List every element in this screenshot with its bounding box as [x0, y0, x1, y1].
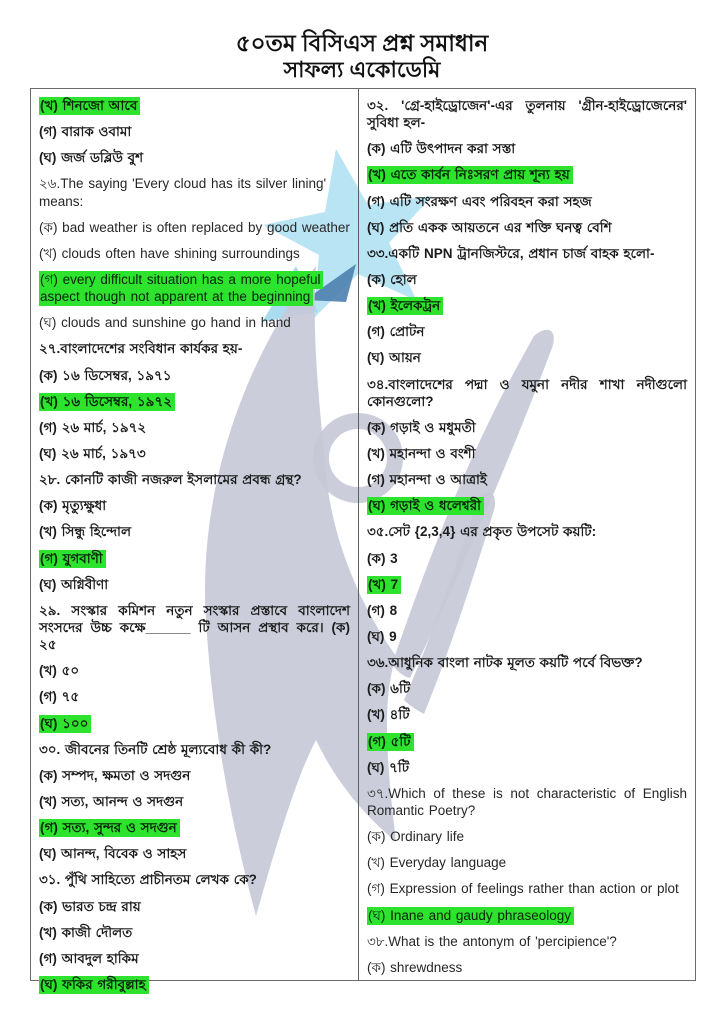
text-span: ৩৩.একটি NPN ট্রানজিস্টরে, প্রধান চার্জ বাহক হলো- — [367, 245, 655, 261]
question-text — [39, 175, 350, 209]
text-span: ৩১. পুঁথি সাহিত্যে প্রাচীনতম লেখক কে? — [39, 872, 257, 888]
text-span: (গ) বারাক ওবামা — [39, 124, 132, 140]
text-span: ৩৫.সেট {2,3,4} এর প্রকৃত উপসেট কয়টি: — [367, 524, 597, 540]
text-span: (ক) ভারত চন্দ্র রায় — [39, 898, 141, 914]
text-span: (ঘ) জর্জ ডব্লিউ বুশ — [39, 150, 144, 166]
option-text — [39, 367, 350, 384]
option-text — [367, 349, 687, 366]
option-text — [367, 219, 687, 236]
text-span: (ক) shrewdness — [367, 959, 463, 975]
option-text — [39, 523, 350, 540]
text-span: (খ) সত্য, আনন্দ ও সদগুন — [39, 793, 184, 809]
text-span: (গ) এটি সংরক্ষণ এবং পরিবহন করা সহজ — [367, 193, 592, 209]
option-text — [367, 680, 687, 697]
question-text — [39, 471, 350, 488]
option-text — [367, 140, 687, 157]
text-span: (ক) গড়াই ও মধুমতী — [367, 419, 476, 435]
option-text — [39, 688, 350, 705]
question-text — [39, 741, 350, 758]
text-span: ৩৮.What is the antonym of 'percipience'? — [367, 933, 617, 949]
question-text — [367, 245, 687, 262]
correct-answer-highlight: (খ) শিনজো আবে — [39, 97, 140, 115]
text-span: (গ) আবদুল হাকিম — [39, 950, 139, 966]
option-text — [39, 149, 350, 166]
text-span: (ক) সম্পদ, ক্ষমতা ও সদগুন — [39, 767, 191, 783]
option-text — [367, 193, 687, 210]
text-span: (খ) কাজী দৌলত — [39, 924, 133, 940]
correct-answer-highlight: (ঘ) ১০০ — [39, 715, 91, 733]
answer-highlighted — [367, 907, 687, 924]
right-column — [359, 89, 695, 980]
text-span: (গ) প্রোটন — [367, 324, 425, 340]
text-span: ৩৪.বাংলাদেশের পদ্মা ও যমুনা নদীর শাখা নদীগুলো কোনগুলো? — [367, 376, 687, 409]
option-text — [39, 245, 350, 262]
answer-highlighted — [39, 393, 350, 410]
option-text — [39, 497, 350, 514]
option-text — [39, 219, 350, 236]
option-text — [367, 759, 687, 776]
answer-highlighted — [367, 297, 687, 314]
answer-highlighted — [367, 497, 687, 514]
question-text — [367, 376, 687, 410]
text-span: ৩০. জীবনের তিনটি শ্রেষ্ঠ মূল্যবোধ কী কী? — [39, 741, 272, 757]
option-text — [367, 323, 687, 340]
option-text — [39, 924, 350, 941]
question-text — [39, 871, 350, 888]
question-text — [367, 97, 687, 131]
text-span: (ঘ) প্রতি একক আয়তনে এর শক্তি ঘনত্ব বেশি — [367, 219, 612, 235]
page-header — [0, 30, 724, 83]
option-text — [367, 271, 687, 288]
text-span: (ক) bad weather is often replaced by good weather — [39, 219, 350, 235]
option-text — [39, 845, 350, 862]
correct-answer-highlight: (গ) every difficult situation has a more hopeful aspect though not apparent at the beginning — [39, 271, 323, 306]
option-text — [39, 314, 350, 331]
question-text — [367, 933, 687, 950]
page-subtitle: সাফল্য একোডেমি — [283, 57, 441, 83]
question-text — [367, 523, 687, 540]
text-span: (ঘ) clouds and sunshine go hand in hand — [39, 315, 291, 331]
option-text — [367, 828, 687, 845]
option-text — [39, 576, 350, 593]
text-span: (ঘ) 9 — [367, 628, 397, 644]
correct-answer-highlight: (খ) এতে কার্বন নিঃসরণ প্রায় শূন্য হয় — [367, 166, 573, 184]
option-text — [367, 445, 687, 462]
option-text — [39, 767, 350, 784]
question-text — [39, 340, 350, 357]
text-span: (ক) হোল — [367, 271, 417, 287]
option-text — [39, 445, 350, 462]
option-text — [367, 550, 687, 567]
correct-answer-highlight: (ঘ) ফকির গরীবুল্লাহ — [39, 976, 149, 994]
correct-answer-highlight: (গ) যুগবাণী — [39, 550, 106, 568]
text-span: (খ) ৪টি — [367, 707, 410, 723]
option-text — [367, 880, 687, 897]
option-text — [39, 419, 350, 436]
text-span: (ঘ) আয়ন — [367, 350, 421, 366]
correct-answer-highlight: (গ) ৫টি — [367, 733, 414, 751]
text-span: ২৮. কোনটি কাজী নজরুল ইসলামের প্রবন্ধ গ্রন্থ? — [39, 472, 302, 488]
answer-highlighted — [367, 733, 687, 750]
text-span: (খ) ৫০ — [39, 663, 80, 679]
page-title: ৫০তম বিসিএস প্রশ্ন সমাধান — [235, 30, 489, 56]
option-text — [367, 471, 687, 488]
correct-answer-highlight: (খ) ১৬ ডিসেম্বর, ১৯৭২ — [39, 393, 175, 411]
text-span: (খ) সিন্ধু হিন্দোল — [39, 524, 132, 540]
answer-highlighted — [367, 576, 687, 593]
text-span: ২৬.The saying 'Every cloud has its silver lining' means: — [39, 176, 327, 209]
left-column — [31, 89, 359, 992]
text-span: ৩৭.Which of these is not characteristic of English Romantic Poetry? — [367, 785, 687, 818]
answer-highlighted — [39, 819, 350, 836]
correct-answer-highlight: (খ) ইলেকট্রন — [367, 297, 443, 315]
answer-highlighted — [39, 271, 350, 305]
text-span: ২৭.বাংলাদেশের সংবিধান কার্যকর হয়- — [39, 341, 243, 357]
option-text — [39, 123, 350, 140]
text-span: (ক) Ordinary life — [367, 829, 464, 845]
question-text — [367, 785, 687, 819]
answer-highlighted — [367, 166, 687, 183]
answers-table — [30, 88, 696, 992]
text-span: (ক) মৃত্যুক্ষুধা — [39, 498, 107, 514]
text-span: (ঘ) ২৬ মার্চ, ১৯৭৩ — [39, 445, 146, 461]
text-span: ৩২. 'গ্রে-হাইড্রোজেন'-এর তুলনায় 'গ্রীন-হাইড্রোজেনের' সুবিধা হল- — [367, 98, 687, 131]
option-text — [39, 950, 350, 967]
option-text — [367, 706, 687, 723]
text-span: (ঘ) অগ্নিবীণা — [39, 576, 109, 592]
option-text — [367, 854, 687, 871]
answer-highlighted — [39, 550, 350, 567]
answer-highlighted — [39, 976, 350, 993]
text-span: (ক) ৬টি — [367, 681, 411, 697]
answer-highlighted — [39, 97, 350, 114]
correct-answer-highlight: (ঘ) গড়াই ও ধলেশ্বরী — [367, 497, 484, 515]
correct-answer-highlight: (খ) 7 — [367, 576, 401, 594]
text-span: ৩৬.আধুনিক বাংলা নাটক মূলত কয়টি পর্বে বিভক্ত? — [367, 655, 643, 671]
text-span: (গ) ২৬ মার্চ, ১৯৭২ — [39, 419, 147, 435]
text-span: (ক) ১৬ ডিসেম্বর, ১৯৭১ — [39, 367, 172, 383]
option-text — [39, 793, 350, 810]
text-span: (ক) এটি উৎপাদন করা সস্তা — [367, 141, 516, 157]
correct-answer-highlight: (ঘ) Inane and gaudy phraseology — [367, 907, 574, 925]
text-span: (গ) 8 — [367, 602, 398, 618]
option-text — [367, 419, 687, 436]
option-text — [39, 662, 350, 679]
text-span: (ক) 3 — [367, 550, 398, 566]
correct-answer-highlight: (গ) সত্য, সুন্দর ও সদগুন — [39, 819, 180, 837]
option-text — [39, 898, 350, 915]
option-text — [367, 959, 687, 976]
text-span: (খ) clouds often have shining surroundings — [39, 245, 300, 261]
answer-highlighted — [39, 715, 350, 732]
option-text — [367, 602, 687, 619]
question-text — [367, 654, 687, 671]
question-text — [39, 602, 350, 653]
text-span: (গ) Expression of feelings rather than action or plot — [367, 881, 679, 897]
text-span: ২৯. সংস্কার কমিশন নতুন সংস্কার প্রস্তাবে বাংলাদেশ সংসদের উচ্চ কক্ষে______ টি আসন প্রস্থাব করে। (ক) ২৫ — [39, 602, 350, 653]
option-text — [367, 628, 687, 645]
text-span: (গ) ৭৫ — [39, 689, 80, 705]
text-span: (ঘ) আনন্দ, বিবেক ও সাহস — [39, 846, 187, 862]
text-span: (ঘ) ৭টি — [367, 759, 410, 775]
text-span: (খ) Everyday language — [367, 855, 507, 871]
text-span: (খ) মহানন্দা ও বংশী — [367, 445, 476, 461]
text-span: (গ) মহানন্দা ও আত্রাই — [367, 472, 487, 488]
